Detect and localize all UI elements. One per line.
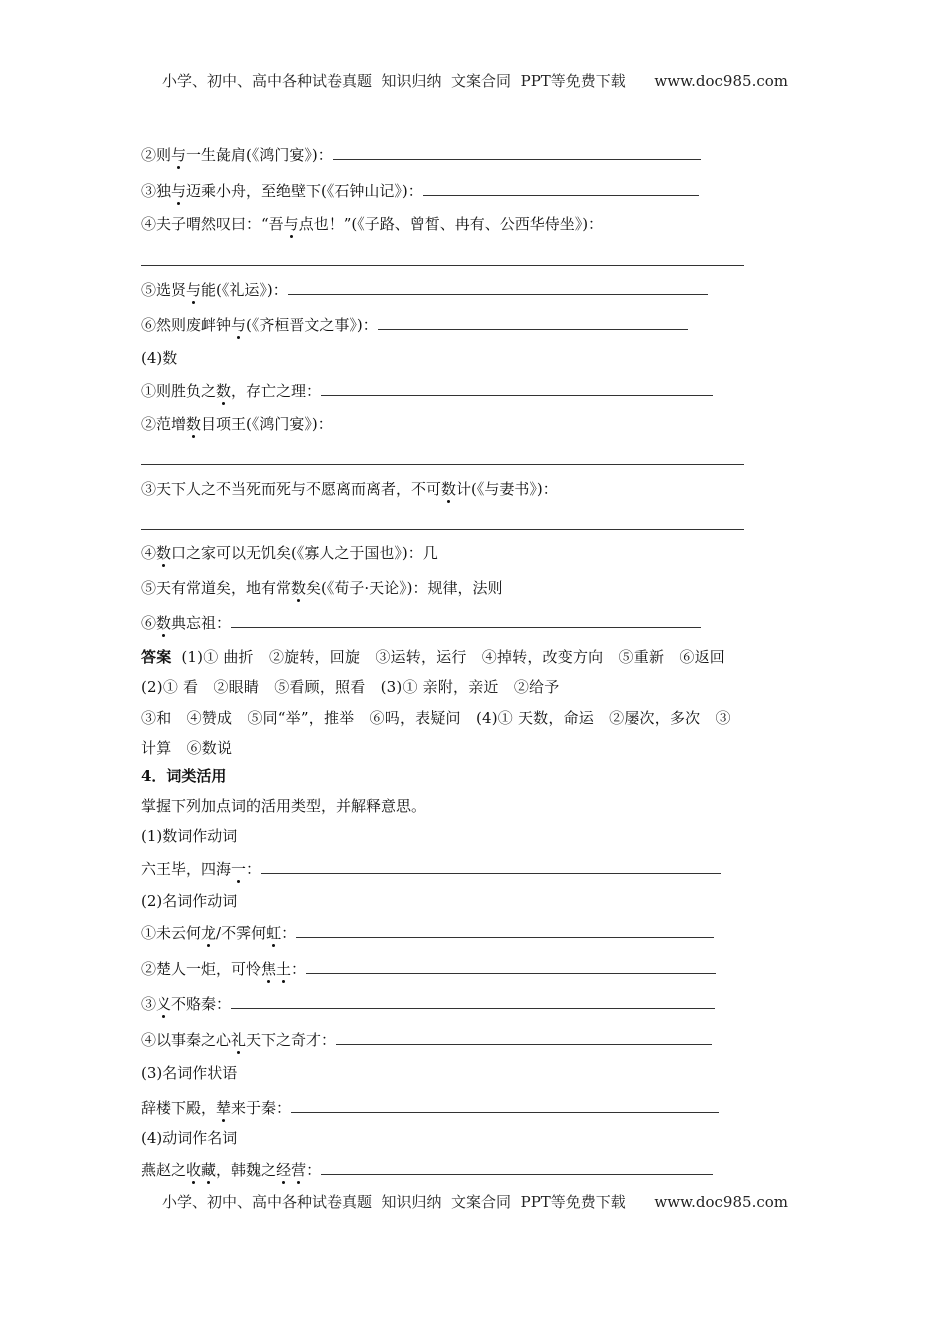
dotted-word: 辇 xyxy=(216,1099,232,1117)
yu-item-2 xyxy=(141,141,808,167)
subheading-4: (4)动词作名词 xyxy=(141,1129,238,1147)
answer-label: 答案 xyxy=(141,648,172,666)
shu-item-1 xyxy=(141,377,808,403)
answer-line-2: (2)① 看 ②眼睛 ⑤看顾，照看 (3)① 亲附，亲近 ②给予 xyxy=(141,678,560,696)
answer-blank[interactable] xyxy=(231,609,701,628)
dotted-word: 与 xyxy=(283,215,299,233)
answer-blank[interactable] xyxy=(321,1156,713,1175)
page-header: 小学、初中、高中各种试卷真题 知识归纳 文案合同 PPT等免费下载 www.doc985.com xyxy=(161,72,788,90)
dotted-word: 礼 xyxy=(231,1031,247,1049)
text: ⑤选贤 xyxy=(141,281,187,299)
answer-blank-line[interactable] xyxy=(141,464,744,465)
subheading-3: (3)名词作状语 xyxy=(141,1064,238,1082)
answer-blank[interactable] xyxy=(288,276,708,295)
answer-blank[interactable] xyxy=(291,1094,719,1113)
answer-blank[interactable] xyxy=(336,1026,712,1045)
s4-item-6 xyxy=(141,1094,808,1120)
text: ⑤天有常道矣，地有常 xyxy=(141,579,292,597)
text: ③独 xyxy=(141,182,172,200)
yu-item-6 xyxy=(141,311,808,337)
text: ，韩魏之 xyxy=(216,1161,277,1179)
text: ①则胜负之 xyxy=(141,382,217,400)
text: ④ xyxy=(141,544,157,562)
shu-item-3 xyxy=(141,476,808,502)
dotted-word: 虹 xyxy=(266,924,282,942)
yu-item-4 xyxy=(141,211,808,237)
page-footer: 小学、初中、高中各种试卷真题 知识归纳 文案合同 PPT等免费下载 www.doc985.com xyxy=(161,1193,788,1211)
text: /不霁何 xyxy=(216,924,267,942)
dotted-word: 与 xyxy=(186,281,202,299)
text: ： xyxy=(291,960,307,978)
text: 计(《与妻书》)： xyxy=(456,480,558,498)
answer-blank-line[interactable] xyxy=(141,529,744,530)
dotted-word: 义 xyxy=(156,995,172,1013)
text: ②则 xyxy=(141,146,172,164)
section-intro: 掌握下列加点词的活用类型，并解释意思。 xyxy=(141,797,427,815)
s4-item-2 xyxy=(141,919,808,945)
text: ： xyxy=(281,924,297,942)
text: 迈乘小舟，至绝壁下(《石钟山记》)： xyxy=(186,182,423,200)
answer-line-4: 计算 ⑥数说 xyxy=(141,739,233,757)
dotted-word: 焦 xyxy=(261,960,277,978)
text: ： xyxy=(246,860,262,878)
dotted-word: 收 xyxy=(186,1161,202,1179)
dotted-word: 与 xyxy=(171,146,187,164)
text: 一生彘肩(《鸿门宴》)： xyxy=(186,146,333,164)
s4-item-1 xyxy=(141,855,808,881)
s4-item-4 xyxy=(141,990,808,1016)
s4-item-7 xyxy=(141,1156,808,1182)
dotted-word: 土 xyxy=(276,960,292,978)
subheading-2: (2)名词作动词 xyxy=(141,892,238,910)
dotted-word: 与 xyxy=(171,182,187,200)
text: 燕赵之 xyxy=(141,1161,187,1179)
s4-item-5 xyxy=(141,1026,808,1052)
text: ⑥ xyxy=(141,614,157,632)
dotted-word: 龙 xyxy=(201,924,217,942)
dotted-word: 数 xyxy=(156,544,172,562)
dotted-word: 数 xyxy=(216,382,232,400)
text: 能(《礼运》)： xyxy=(201,281,288,299)
answer-blank[interactable] xyxy=(306,955,716,974)
text: 天下之奇才： xyxy=(246,1031,337,1049)
dotted-word: 营 xyxy=(291,1161,307,1179)
text: ④夫子喟然叹曰：“吾 xyxy=(141,215,284,233)
text: ③ xyxy=(141,995,157,1013)
text: ： xyxy=(306,1161,322,1179)
shu-item-4 xyxy=(141,540,808,566)
dotted-word: 一 xyxy=(231,860,247,878)
shu-heading: (4)数 xyxy=(141,349,178,367)
answer-blank[interactable] xyxy=(261,855,721,874)
answer-blank[interactable] xyxy=(231,990,715,1009)
dotted-word: 藏 xyxy=(201,1161,217,1179)
subheading-1: (1)数词作动词 xyxy=(141,827,238,845)
text: 口之家可以无饥矣(《寡人之于国也》)：几 xyxy=(171,544,438,562)
section-title: 4．词类活用 xyxy=(141,767,227,785)
answer-blank[interactable] xyxy=(423,177,699,196)
text: 典忘祖： xyxy=(171,614,232,632)
text: 六王毕，四海 xyxy=(141,860,232,878)
text: ①未云何 xyxy=(141,924,202,942)
text: 目项王(《鸿门宴》)： xyxy=(201,415,333,433)
text: ②范增 xyxy=(141,415,187,433)
dotted-word: 与 xyxy=(231,316,247,334)
text: ，存亡之理： xyxy=(231,382,322,400)
answer-text: (1)① 曲折 ②旋转，回旋 ③运转，运行 ④掉转，改变方向 ⑤重新 ⑥返回 xyxy=(181,648,725,666)
s4-item-3 xyxy=(141,955,808,981)
answer-blank-line[interactable] xyxy=(141,265,744,266)
text: 矣(《荀子·天论》)：规律，法则 xyxy=(306,579,503,597)
dotted-word: 经 xyxy=(276,1161,292,1179)
shu-item-6 xyxy=(141,609,808,635)
answer-line-3: ③和 ④赞成 ⑤同“举”，推举 ⑥吗，表疑问 (4)① 天数，命运 ②屡次，多次 ③ xyxy=(141,709,731,727)
yu-item-5 xyxy=(141,276,808,302)
dotted-word: 数 xyxy=(186,415,202,433)
text: 点也！”(《子路、曾皙、冉有、公西华侍坐》)： xyxy=(298,215,604,233)
text: 来于秦： xyxy=(231,1099,292,1117)
answer-blank[interactable] xyxy=(321,377,713,396)
answer-blank[interactable] xyxy=(296,919,714,938)
text: 辞楼下殿， xyxy=(141,1099,217,1117)
text: ③天下人之不当死而死与不愿离而离者，不可 xyxy=(141,480,442,498)
dotted-word: 数 xyxy=(291,579,307,597)
text: ⑥然则废衅钟 xyxy=(141,316,232,334)
text: ④以事秦之心 xyxy=(141,1031,232,1049)
dotted-word: 数 xyxy=(441,480,457,498)
shu-item-5 xyxy=(141,575,808,601)
dotted-word: 数 xyxy=(156,614,172,632)
yu-item-3 xyxy=(141,177,808,203)
answer-blank[interactable] xyxy=(378,311,688,330)
text: 不赂秦： xyxy=(171,995,232,1013)
text: ②楚人一炬，可怜 xyxy=(141,960,262,978)
answer-line-1 xyxy=(141,644,830,670)
answer-blank[interactable] xyxy=(333,141,701,160)
shu-item-2 xyxy=(141,411,808,437)
text: (《齐桓晋文之事》)： xyxy=(246,316,378,334)
